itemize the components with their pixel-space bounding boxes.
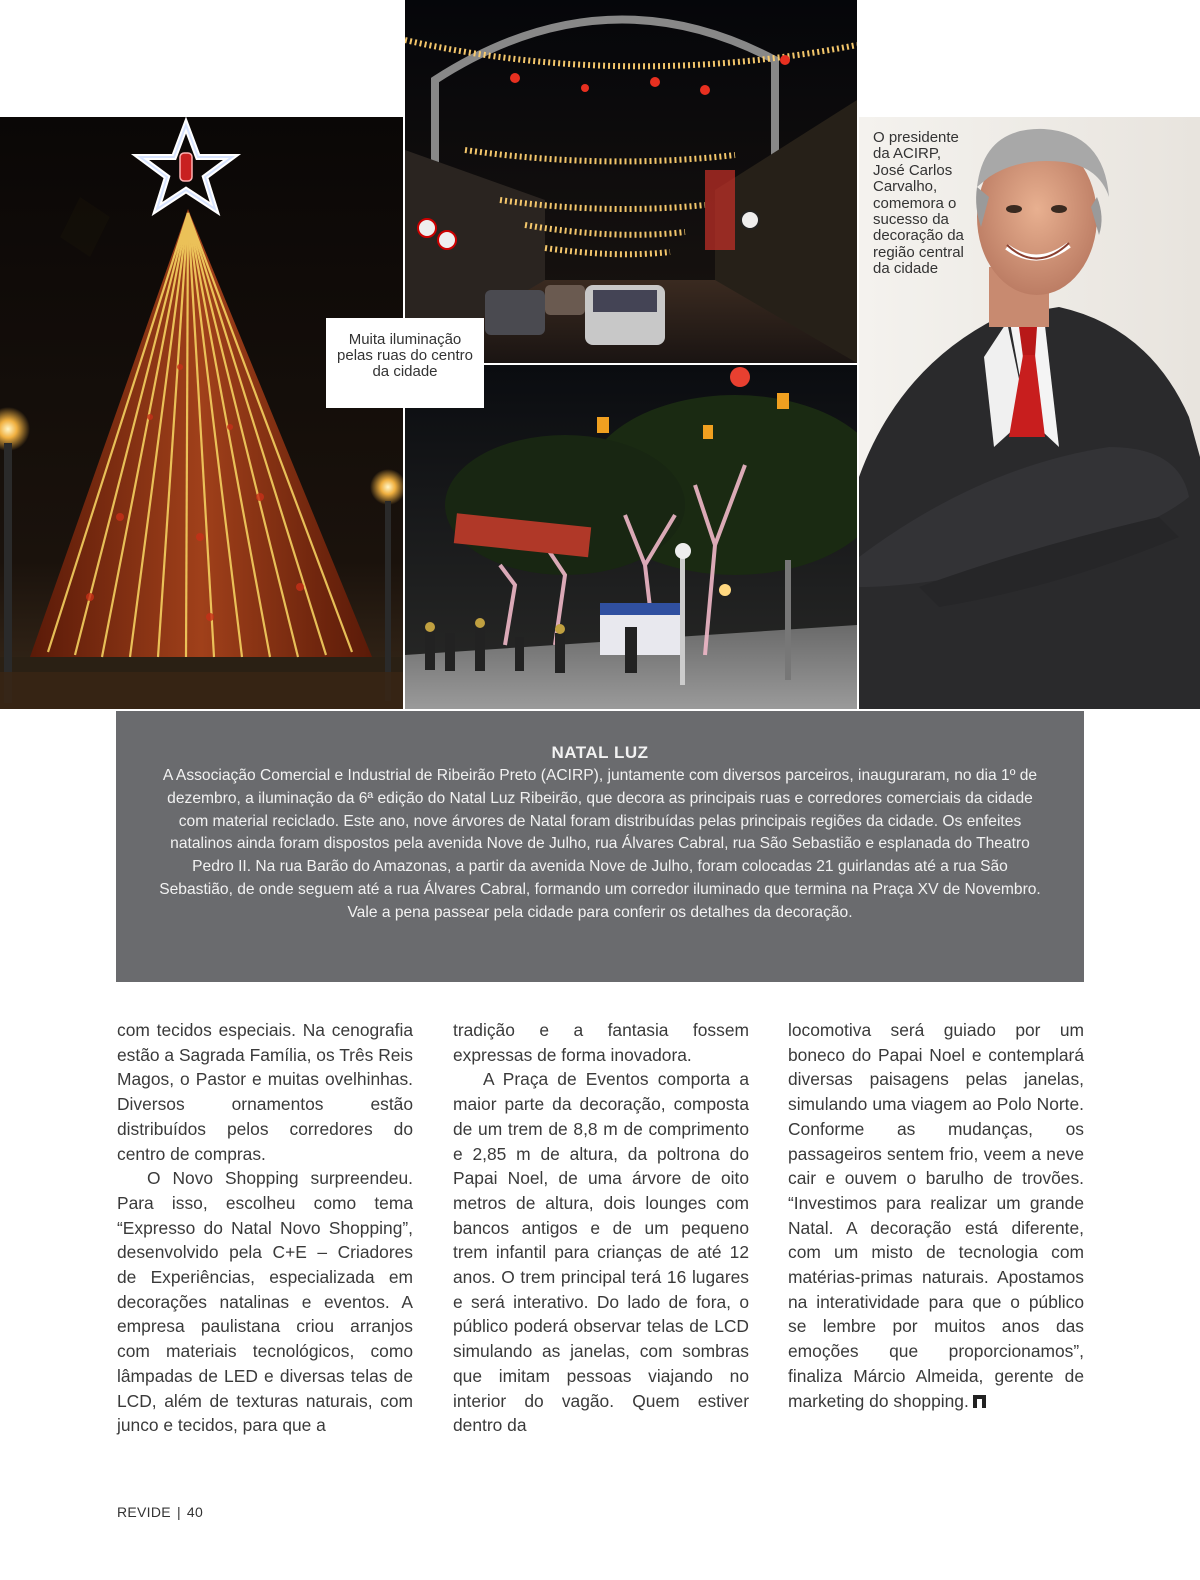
article-paragraph: tradição e a fantasia fossem expressas de forma inovadora. bbox=[453, 1020, 749, 1065]
street-photo-caption: Muita iluminação pelas ruas do centro da cidade bbox=[326, 318, 484, 408]
article-paragraph: com tecidos especiais. Na cenografia estão a Sagrada Família, os Três Reis Magos, o Pastor e muitas ovelhinhas. Diversos ornamentos estão distribuídos pelos corredores do centro de compras. bbox=[117, 1020, 413, 1164]
natal-luz-box bbox=[116, 711, 1084, 982]
page-footer bbox=[117, 1504, 203, 1520]
article-paragraph-text: locomotiva será guiado por um boneco do Papai Noel e contemplará diversas paisagens pelas janelas, simulando uma viagem ao Polo Norte. Conforme as mudanças, os passageiros sentem frio, veem a neve cair e ouvem o barulho de trovões. “Investimos para realizar um grande Natal. A decoração está diferente, com um misto de tecnologia com matérias-primas naturais. Apostamos na interatividade para que o público se lembre por muitos anos das emoções que proporcionamos”, finaliza Márcio Almeida, gerente de marketing do shopping. bbox=[788, 1020, 1084, 1411]
footer-separator: | bbox=[176, 1504, 181, 1520]
box-text: A Associação Comercial e Industrial de Ribeirão Preto (ACIRP), juntamente com diversos parceiros, inauguraram, no dia 1º de dezembro, a iluminação da 6ª edição do Natal Luz Ribeirão, que decora as principais ruas e corredores comerciais da cidade com material reciclado. Este ano, nove árvores de Natal foram distribuídas pelas principais regiões da cidade. Os enfeites natalinos ainda foram dispostos pela avenida Nove de Julho, rua Álvares Cabral, rua São Sebastião e esplanada do Theatro Pedro II. Na rua Barão do Amazonas, a partir da avenida Nove de Julho, foram colocadas 21 guirlandas até a rua São Sebastião, de onde seguem até a rua Álvares Cabral, formando um corredor iluminado que termina na Praça XV de Novembro. Vale a pena passear pela cidade para conferir os detalhes da decoração. bbox=[159, 767, 1041, 921]
article-column-2 bbox=[453, 1018, 749, 1438]
esplanade-photo bbox=[405, 365, 857, 709]
box-title: NATAL LUZ bbox=[551, 743, 649, 762]
christmas-tree-photo bbox=[0, 117, 403, 709]
president-photo-caption: O presidente da ACIRP, José Carlos Carvalho, comemora o sucesso da decoração da região central da cidade bbox=[873, 129, 964, 278]
street-lights-photo bbox=[405, 0, 857, 363]
page-number: 40 bbox=[186, 1504, 204, 1520]
article-column-3 bbox=[788, 1018, 1084, 1413]
article-paragraph bbox=[788, 1018, 1084, 1413]
magazine-name: REVIDE bbox=[117, 1504, 171, 1520]
article-column-1 bbox=[117, 1018, 413, 1438]
article-paragraph: A Praça de Eventos comporta a maior parte da decoração, composta de um trem de 8,8 m de comprimento e 2,85 m de altura, da poltrona do Papai Noel, de uma árvore de oito metros de altura, dois lounges com bancos antigos e de um pequeno trem infantil para crianças de até 12 anos. O trem principal terá 16 lugares e será interativo. Do lado de fora, o público poderá observar telas de LCD simulando as janelas, com sombras que imitam pessoas viajando no interior do vagão. Quem estiver dentro da bbox=[453, 1069, 749, 1436]
article-paragraph: O Novo Shopping surpreendeu. Para isso, escolheu como tema “Expresso do Natal Novo Shopping”, desenvolvido pela C+E – Criadores de Experiências, especializada em decorações natalinas e eventos. A empresa paulistana criou arranjos com materiais tecnológicos, como lâmpadas de LED e diversas telas de LCD, além de texturas naturais, com junco e tecidos, para que a bbox=[117, 1168, 413, 1436]
end-of-article-icon bbox=[973, 1395, 986, 1408]
